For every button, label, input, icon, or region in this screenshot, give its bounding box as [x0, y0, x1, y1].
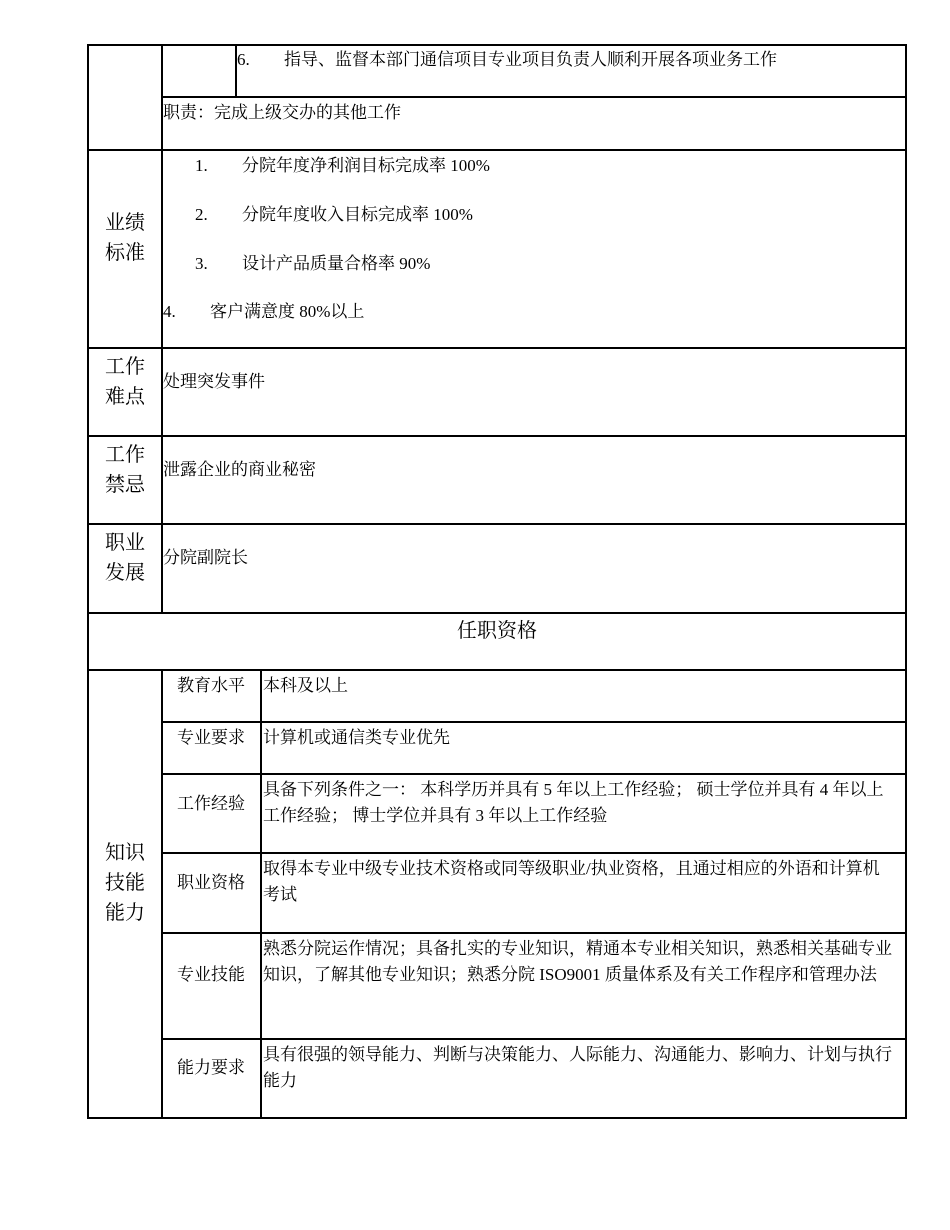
grid-line — [162, 1038, 906, 1040]
difficulty-value: 处理突发事件 — [163, 372, 265, 391]
performance-item-number: 4. — [163, 302, 176, 321]
taboo-label: 工作 禁忌 — [105, 444, 145, 496]
grid-line — [88, 669, 906, 671]
qualification-row-value: 取得本专业中级专业技术资格或同等级职业/执业资格，且通过相应的外语和计算机考试 — [263, 859, 880, 904]
grid-line — [88, 612, 906, 614]
grid-line — [162, 932, 906, 934]
table-border-right — [905, 44, 907, 1119]
performance-item-number: 2. — [195, 205, 208, 224]
performance-item-text: 分院年度净利润目标完成率 100% — [242, 156, 490, 175]
grid-line — [162, 96, 906, 98]
qualification-row-label: 教育水平 — [177, 676, 245, 695]
qualification-row-label: 能力要求 — [177, 1058, 245, 1077]
grid-line — [88, 347, 906, 349]
performance-item-number: 1. — [195, 156, 208, 175]
grid-line — [88, 523, 906, 525]
grid-line — [162, 721, 906, 723]
qualification-row-value: 熟悉分院运作情况；具备扎实的专业知识，精通本专业相关知识，熟悉相关基础专业知识，了解其他专业知识；熟悉分院 ISO9001 质量体系及有关工作程序和管理办法 — [263, 939, 892, 984]
qualification-row-label: 专业技能 — [177, 965, 245, 984]
qualification-row-value: 具有很强的领导能力、判断与决策能力、人际能力、沟通能力、影响力、计划与执行能力 — [263, 1045, 892, 1090]
performance-item-text: 客户满意度 80%以上 — [210, 302, 365, 321]
career-label: 职业 发展 — [105, 532, 145, 584]
grid-line — [260, 669, 262, 1118]
performance-label: 业绩 标准 — [105, 212, 145, 264]
qualification-row-value: 计算机或通信类专业优先 — [263, 728, 450, 747]
grid-line — [88, 435, 906, 437]
grid-line — [162, 852, 906, 854]
grid-line — [88, 149, 906, 151]
duty-item-text: 指导、监督本部门通信项目专业项目负责人顺利开展各项业务工作 — [284, 50, 777, 69]
performance-item-text: 分院年度收入目标完成率 100% — [242, 205, 473, 224]
taboo-value: 泄露企业的商业秘密 — [163, 460, 316, 479]
qualifications-title: 任职资格 — [457, 620, 537, 642]
qualification-row-label: 职业资格 — [177, 873, 245, 892]
grid-line — [162, 773, 906, 775]
duty-item-number: 6. — [237, 50, 250, 69]
difficulty-label: 工作 难点 — [105, 356, 145, 408]
qualification-row-value: 具备下列条件之一： 本科学历并具有 5 年以上工作经验； 硕士学位并具有 4 年以上工作经验； 博士学位并具有 3 年以上工作经验 — [263, 780, 884, 825]
qualifications-group-label: 知识 技能 能力 — [105, 842, 145, 924]
career-value: 分院副院长 — [163, 548, 248, 567]
table-border-bottom — [87, 1117, 907, 1119]
qualification-row-value: 本科及以上 — [263, 676, 348, 695]
performance-item-text: 设计产品质量合格率 90% — [242, 254, 431, 273]
qualification-row-label: 专业要求 — [177, 728, 245, 747]
table-border-top — [87, 44, 907, 46]
other-duty-text: 职责：完成上级交办的其他工作 — [163, 103, 401, 122]
performance-item-number: 3. — [195, 254, 208, 273]
qualification-row-label: 工作经验 — [177, 794, 245, 813]
